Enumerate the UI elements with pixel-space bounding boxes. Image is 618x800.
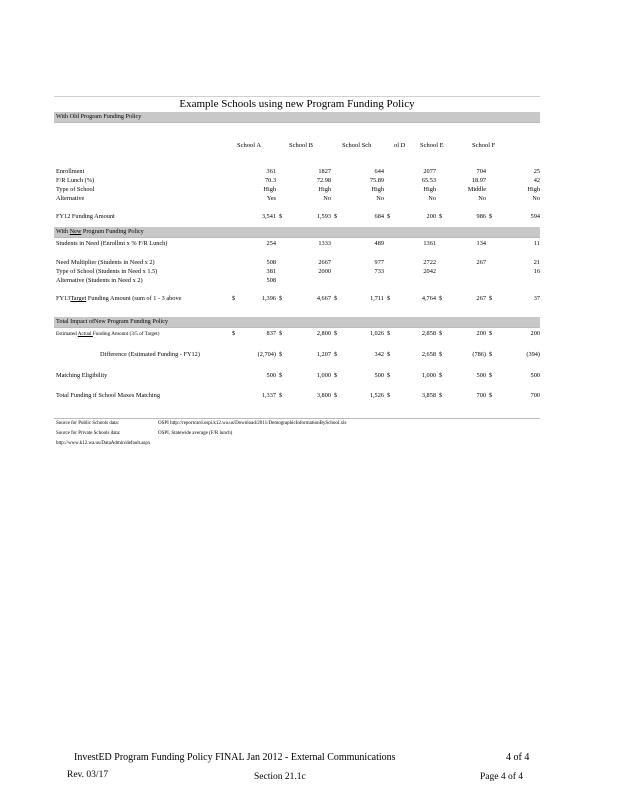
multiplier-row-value: 2667 (318, 259, 331, 266)
difference-value: 2,658 (421, 351, 436, 358)
total-row (54, 388, 540, 404)
need-value: 11 (533, 240, 540, 247)
school-header: School F (472, 142, 496, 149)
data-row-value: High (318, 186, 331, 193)
total-value: 1,337 (261, 392, 276, 399)
multiplier-row-value: 2722 (423, 259, 436, 266)
data-row-value: 1827 (318, 168, 331, 175)
total-value: 700 (476, 392, 486, 399)
data-row-label: F/R Lunch (%) (56, 177, 95, 184)
multiplier-row (54, 258, 540, 267)
source-label: Source for Private Schools data: (56, 431, 121, 436)
school-header: School B (289, 142, 314, 149)
data-row-value: 65.53 (421, 177, 436, 184)
sources (54, 419, 540, 449)
source-line (54, 439, 540, 449)
currency-symbol: $ (439, 392, 443, 399)
source-text: http://www.k12.wa.us/DataAdmin/default.aspx (56, 441, 151, 446)
multiplier-row-value: 16 (533, 268, 540, 275)
source-text: OSPI http://reportcard.ospi.k12.wa.us/Download/2011/DemographicInformationBySchool.xls (158, 421, 347, 426)
data-row-value: High (423, 186, 436, 193)
total-label: Total Funding if School Maxes Matching (56, 392, 160, 399)
currency-symbol: $ (279, 372, 283, 379)
currency-symbol: $ (279, 213, 283, 220)
estimated-value: 200 (530, 330, 540, 337)
difference-value: 342 (374, 351, 384, 358)
footer-page-right: 4 of 4 (506, 752, 530, 763)
data-row-label: Enrollment (56, 168, 85, 175)
difference-row (54, 346, 540, 364)
multiplier-row-value: 267 (476, 259, 486, 266)
need-value: 1333 (318, 240, 331, 247)
fy13-underline: Target (70, 295, 87, 302)
currency-symbol: $ (387, 295, 391, 302)
fy13-row (54, 293, 540, 305)
source-line (54, 419, 540, 429)
matching-row (54, 368, 540, 384)
estimated-suffix: Funding Amount (3/5 of Target) (92, 331, 160, 337)
currency-symbol: $ (387, 392, 391, 399)
data-row (54, 185, 540, 194)
data-row-value: 18.97 (471, 177, 486, 184)
data-row-value: No (478, 195, 486, 202)
data-row-value: No (376, 195, 384, 202)
need-value: 134 (476, 240, 486, 247)
estimated-underline: Actual (77, 331, 93, 337)
need-value: 1361 (423, 240, 436, 247)
currency-symbol: $ (489, 213, 493, 220)
total-value: 3,858 (421, 392, 436, 399)
multiplier-row (54, 276, 540, 285)
multiplier-row-value: 21 (533, 259, 540, 266)
currency-symbol: $ (334, 213, 338, 220)
currency-symbol: $ (279, 351, 283, 358)
currency-symbol: $ (334, 351, 338, 358)
fy13-value: 267 (476, 295, 486, 302)
data-row-value: 25 (533, 168, 540, 175)
matching-value: 500 (530, 372, 540, 379)
need-value: 489 (374, 240, 384, 247)
fy12-value: 594 (530, 213, 540, 220)
matching-value: 500 (476, 372, 486, 379)
need-value: 254 (266, 240, 276, 247)
fy13-prefix: FY13 (56, 295, 71, 302)
currency-symbol: $ (334, 295, 338, 302)
multiplier-row-value: 508 (266, 277, 276, 284)
multiplier-row (54, 267, 540, 276)
multiplier-row-value: 508 (266, 259, 276, 266)
footer-section: Section 21.1c (254, 772, 306, 782)
spreadsheet (54, 96, 540, 449)
currency-symbol: $ (387, 330, 391, 337)
school-header: ol D (394, 142, 406, 149)
estimated-value: 2,800 (316, 330, 331, 337)
currency-symbol: $ (439, 351, 443, 358)
multiplier-row-label: Type of School (Students in Need x 1.5) (56, 268, 158, 275)
estimated-row (54, 328, 540, 340)
fy13-value: 1,711 (370, 295, 384, 302)
footer-doc-title: InvestED Program Funding Policy FINAL Jan 2012 - External Communications (74, 752, 396, 763)
currency-symbol: $ (439, 295, 443, 302)
multiplier-row-label: Alternative (Students in Need x 2) (56, 277, 143, 284)
fy12-label: FY12 Funding Amount (56, 213, 115, 220)
currency-symbol: $ (439, 213, 443, 220)
difference-value: (2,704) (257, 351, 276, 358)
data-row-value: 42 (533, 177, 540, 184)
data-row-value: 644 (374, 168, 384, 175)
fy13-value: 1,396 (261, 295, 276, 302)
data-row (54, 176, 540, 185)
students-need-row (54, 238, 540, 250)
data-row-value: 704 (476, 168, 486, 175)
multiplier-row-value: 2042 (423, 268, 436, 275)
fy13-suffix: Funding Amount (sum of 1 - 3 above (86, 295, 182, 302)
currency-symbol: $ (489, 372, 493, 379)
data-row-value: High (527, 186, 540, 193)
currency-symbol: $ (439, 372, 443, 379)
multiplier-row-label: Need Multiplier (Students in Need x 2) (56, 259, 155, 266)
matching-value: 1,000 (421, 372, 436, 379)
estimated-value: 837 (266, 330, 276, 337)
difference-value: (394) (526, 351, 540, 358)
school-header: School A (237, 142, 262, 149)
estimated-prefix: Estimated (56, 331, 78, 337)
data-row-value: 75.89 (369, 177, 384, 184)
currency-symbol: $ (232, 330, 236, 337)
section-impact: Total Impact ofNew Program Funding Policy (54, 317, 540, 328)
currency-symbol: $ (489, 351, 493, 358)
difference-label: Difference (Estimated Funding - FY12) (100, 351, 200, 358)
fy13-value: 4,764 (421, 295, 436, 302)
data-row-value: 72.98 (316, 177, 331, 184)
currency-symbol: $ (489, 392, 493, 399)
data-row-label: Type of School (56, 186, 95, 193)
data-row-value: No (532, 195, 540, 202)
fy12-value: 3,541 (261, 213, 276, 220)
estimated-value: 2,858 (421, 330, 436, 337)
data-row-value: 2077 (423, 168, 436, 175)
currency-symbol: $ (489, 295, 493, 302)
total-value: 3,800 (316, 392, 331, 399)
currency-symbol: $ (387, 372, 391, 379)
fy12-row (54, 211, 540, 223)
multiplier-row-value: 977 (374, 259, 384, 266)
fy12-value: 200 (426, 213, 436, 220)
currency-symbol: $ (279, 295, 283, 302)
multiplier-row-value: 733 (374, 268, 384, 275)
currency-symbol: $ (439, 330, 443, 337)
currency-symbol: $ (387, 213, 391, 220)
data-row (54, 167, 540, 176)
data-row-value: High (263, 186, 276, 193)
multiplier-row-value: 381 (266, 268, 276, 275)
currency-symbol: $ (489, 330, 493, 337)
multiplier-row-value: 2000 (318, 268, 331, 275)
data-row-value: 70.3 (264, 177, 276, 184)
section-new-policy: With New Program Funding Policy (54, 227, 540, 238)
school-header: School E (420, 142, 444, 149)
multiplier-rows (54, 258, 540, 285)
currency-symbol: $ (387, 351, 391, 358)
fy13-label (56, 293, 181, 305)
school-header: School Sch (342, 142, 372, 149)
data-row-value: No (428, 195, 436, 202)
estimated-value: 1,026 (369, 330, 384, 337)
currency-symbol: $ (232, 295, 236, 302)
data-row-value: Yes (266, 195, 276, 202)
data-row-value: 361 (266, 168, 276, 175)
estimated-value: 200 (476, 330, 486, 337)
total-value: 1,526 (369, 392, 384, 399)
matching-label: Matching Eligibility (56, 372, 108, 379)
matching-value: 500 (266, 372, 276, 379)
footer-page-bottom: Page 4 of 4 (480, 772, 524, 782)
currency-symbol: $ (334, 392, 338, 399)
currency-symbol: $ (279, 330, 283, 337)
old-policy-rows (54, 167, 540, 203)
fy12-value: 1,593 (316, 213, 331, 220)
need-label: Students in Need (Enrollmt x % F/R Lunch) (56, 240, 168, 247)
currency-symbol: $ (334, 330, 338, 337)
data-row-label: Alternative (56, 195, 85, 202)
total-value: 700 (530, 392, 540, 399)
difference-value: 1,207 (316, 351, 331, 358)
fy13-value: 4,667 (316, 295, 331, 302)
data-row-value: High (371, 186, 384, 193)
data-row (54, 194, 540, 203)
matching-value: 500 (374, 372, 384, 379)
fy13-value: 37 (533, 295, 540, 302)
sheet-title: Example Schools using new Program Funding Policy (54, 96, 540, 112)
data-row-value: No (323, 195, 331, 202)
source-line (54, 429, 540, 439)
fy12-value: 684 (374, 213, 384, 220)
source-label: Source for Public Schools data: (56, 421, 120, 426)
currency-symbol: $ (279, 392, 283, 399)
school-header-row (54, 123, 540, 167)
currency-symbol: $ (334, 372, 338, 379)
source-text: OSPI, Statewide average (F/R lunch) (158, 431, 233, 436)
difference-value: (786) (472, 351, 486, 358)
estimated-label (56, 328, 159, 340)
fy12-value: 986 (476, 213, 486, 220)
footer-rev: Rev. 03/17 (67, 770, 109, 780)
section-old-policy: With Old Program Funding Policy (54, 112, 540, 123)
matching-value: 1,000 (316, 372, 331, 379)
data-row-value: Middle (467, 186, 486, 193)
